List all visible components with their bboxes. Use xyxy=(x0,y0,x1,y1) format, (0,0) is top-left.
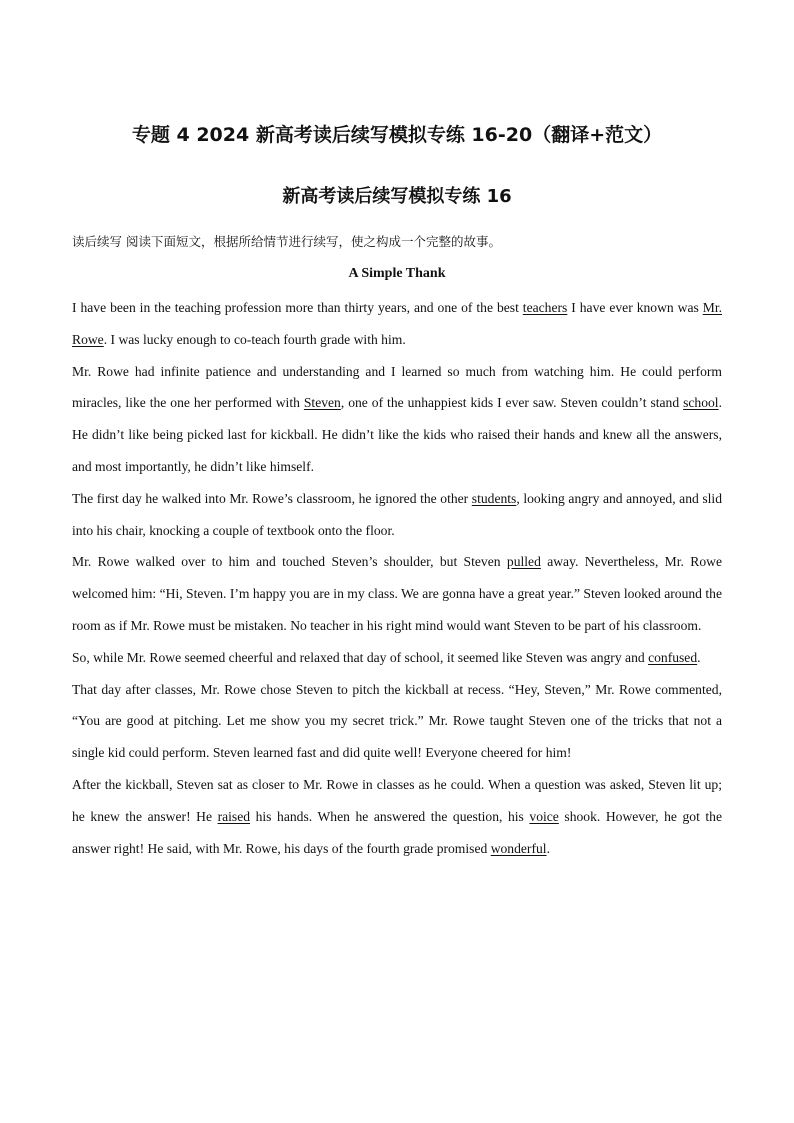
underlined-word: confused xyxy=(648,649,698,665)
text-run: The first day he walked into Mr. Rowe’s classroom, he ignored the other xyxy=(72,490,472,506)
text-run: Mr. Rowe had infinite patience and understanding and I learned so much from watching him. He could perform miracles, like the one her performed with xyxy=(72,363,722,411)
underlined-word: pulled xyxy=(506,554,541,570)
underlined-word: voice xyxy=(529,808,559,824)
document-title: 专题 4 2024 新高考读后续写模拟专练 16-20（翻译+范文） xyxy=(131,124,663,146)
underlined-word: teachers xyxy=(522,300,568,315)
story-title: A Simple Thank xyxy=(348,266,446,281)
text-run: shook. However, he got the answer right! He said, with Mr. Rowe, his days of the fourth grade promised xyxy=(72,808,723,856)
story-body xyxy=(72,292,722,864)
story-paragraph xyxy=(72,483,722,547)
text-run: I have been in the teaching profession more than thirty years, and one of the best xyxy=(72,300,523,315)
underlined-word: Mr. Rowe xyxy=(72,300,722,347)
text-run: I have ever known was xyxy=(567,300,703,315)
underlined-word: school xyxy=(683,395,719,411)
text-run: , one of the unhappiest kids I ever saw. Steven couldn’t stand xyxy=(340,395,684,411)
text-run: So, while Mr. Rowe seemed cheerful and relaxed that day of school, it seemed like Steven was angry and xyxy=(72,649,649,665)
text-run: , looking angry and annoyed, and slid into his chair, knocking a couple of textbook onto the floor. xyxy=(72,490,723,538)
underlined-word: students xyxy=(471,490,517,506)
text-run: That day after classes, Mr. Rowe chose Steven to pitch the kickball at recess. “Hey, Steven,” Mr. Rowe commented, “You are good at pitching. Let me show you my secret trick.” Mr. Rowe taught Steven one of the tricks that not a single kid could perform. Steven learned fast and did quite well! Everyone cheered for him! xyxy=(72,681,722,761)
story-paragraph xyxy=(72,292,722,356)
story-paragraph xyxy=(72,546,722,641)
underlined-word: Steven xyxy=(303,395,341,411)
text-run: . He didn’t like being picked last for kickball. He didn’t like the kids who raised their hands and knew all the answers, and most importantly, he didn’t like himself. xyxy=(72,395,722,474)
story-paragraph xyxy=(72,769,722,864)
story-paragraph xyxy=(72,356,722,483)
text-run: . xyxy=(546,840,550,856)
section-title: 新高考读后续写模拟专练 16 xyxy=(282,186,512,207)
story-paragraph xyxy=(72,642,722,674)
text-run: Mr. Rowe walked over to him and touched Steven’s shoulder, but Steven xyxy=(72,554,507,570)
task-instruction: 读后续写 阅读下面短文，根据所给情节进行续写，使之构成一个完整的故事。 xyxy=(72,234,501,249)
text-run: . xyxy=(697,649,701,665)
text-run: his hands. When he answered the question, his xyxy=(250,808,530,824)
text-run: . I was lucky enough to co-teach fourth grade with him. xyxy=(103,331,406,347)
underlined-word: wonderful xyxy=(490,840,547,856)
text-run: away. Nevertheless, Mr. Rowe welcomed him: “Hi, Steven. I’m happy you are in my class. We are gonna have a great year.” Steven looked around the room as if Mr. Rowe must be mistaken. No teacher in his right mind would want Steven to be part of his classroom. xyxy=(72,554,722,633)
text-run: After the kickball, Steven sat as closer to Mr. Rowe in classes as he could. When a question was asked, Steven lit up; he knew the answer! He xyxy=(72,776,722,824)
underlined-word: raised xyxy=(217,808,251,824)
story-paragraph xyxy=(72,674,722,769)
